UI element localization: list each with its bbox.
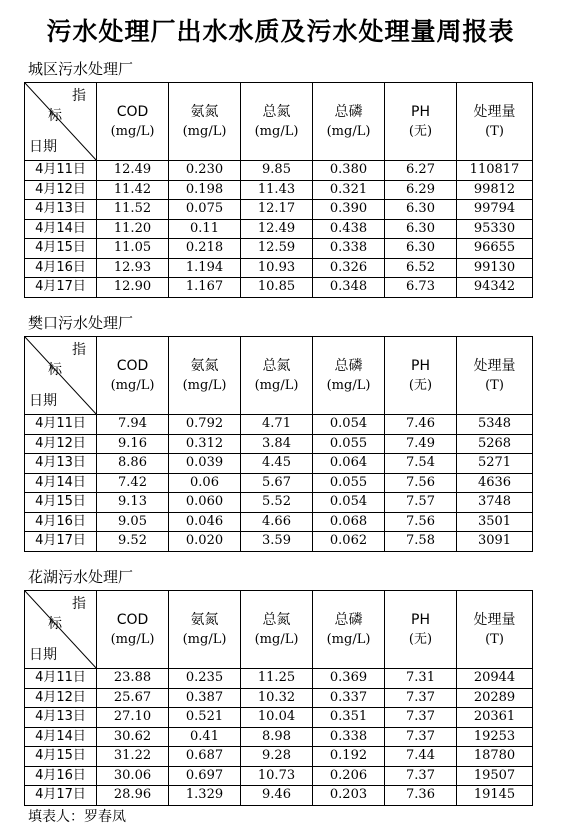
date-cell: 4月14日 <box>25 219 97 239</box>
column-header <box>457 83 533 161</box>
corner-label-date: 日期 <box>29 647 57 663</box>
corner-label-date: 日期 <box>29 139 57 155</box>
filled-by: 填表人：罗春凤 <box>28 809 126 825</box>
value-cell: 25.67 <box>97 688 169 708</box>
value-cell: 20944 <box>457 669 533 689</box>
value-cell: 4.45 <box>241 454 313 474</box>
column-header <box>97 591 169 669</box>
column-name: 处理量 <box>473 611 516 628</box>
table-header-row <box>25 591 533 669</box>
column-header <box>169 83 241 161</box>
column-unit: (无) <box>408 377 433 393</box>
column-unit: (mg/L) <box>254 377 299 393</box>
date-cell: 4月14日 <box>25 473 97 493</box>
value-cell: 0.203 <box>313 786 385 806</box>
diagonal-header-cell <box>25 591 97 669</box>
table-row <box>25 473 533 493</box>
value-cell: 5271 <box>457 454 533 474</box>
value-cell: 4636 <box>457 473 533 493</box>
column-header <box>385 591 457 669</box>
date-cell: 4月16日 <box>25 258 97 278</box>
value-cell: 0.060 <box>169 493 241 513</box>
column-header <box>313 83 385 161</box>
column-header <box>313 337 385 415</box>
column-header <box>385 337 457 415</box>
column-unit: (mg/L) <box>182 123 227 139</box>
value-cell: 0.068 <box>313 512 385 532</box>
value-cell: 11.20 <box>97 219 169 239</box>
value-cell: 0.075 <box>169 200 241 220</box>
value-cell: 0.687 <box>169 747 241 767</box>
value-cell: 7.94 <box>97 415 169 435</box>
column-header <box>97 83 169 161</box>
date-cell: 4月15日 <box>25 493 97 513</box>
date-cell: 4月11日 <box>25 161 97 181</box>
plant-name: 樊口污水处理厂 <box>28 314 134 332</box>
date-cell: 4月13日 <box>25 708 97 728</box>
date-cell: 4月15日 <box>25 239 97 259</box>
column-header <box>457 591 533 669</box>
value-cell: 10.85 <box>241 278 313 298</box>
value-cell: 0.046 <box>169 512 241 532</box>
value-cell: 99812 <box>457 180 533 200</box>
value-cell: 11.05 <box>97 239 169 259</box>
date-cell: 4月16日 <box>25 512 97 532</box>
value-cell: 110817 <box>457 161 533 181</box>
value-cell: 7.57 <box>385 493 457 513</box>
value-cell: 3091 <box>457 532 533 552</box>
value-cell: 7.37 <box>385 688 457 708</box>
value-cell: 0.326 <box>313 258 385 278</box>
value-cell: 0.230 <box>169 161 241 181</box>
column-header <box>241 83 313 161</box>
value-cell: 0.198 <box>169 180 241 200</box>
value-cell: 7.37 <box>385 766 457 786</box>
value-cell: 0.054 <box>313 493 385 513</box>
date-cell: 4月15日 <box>25 747 97 767</box>
column-name: 总磷 <box>334 103 363 120</box>
value-cell: 23.88 <box>97 669 169 689</box>
column-name: 总氮 <box>262 103 291 120</box>
value-cell: 9.13 <box>97 493 169 513</box>
value-cell: 10.04 <box>241 708 313 728</box>
value-cell: 9.46 <box>241 786 313 806</box>
value-cell: 6.30 <box>385 200 457 220</box>
value-cell: 7.31 <box>385 669 457 689</box>
value-cell: 9.85 <box>241 161 313 181</box>
column-header <box>241 591 313 669</box>
column-header <box>457 337 533 415</box>
value-cell: 5348 <box>457 415 533 435</box>
table-row <box>25 454 533 474</box>
table-row <box>25 161 533 181</box>
value-cell: 12.93 <box>97 258 169 278</box>
value-cell: 6.52 <box>385 258 457 278</box>
table-row <box>25 669 533 689</box>
column-name: COD <box>116 357 149 374</box>
value-cell: 0.055 <box>313 434 385 454</box>
column-name: 总磷 <box>334 611 363 628</box>
table-row <box>25 180 533 200</box>
value-cell: 96655 <box>457 239 533 259</box>
value-cell: 95330 <box>457 219 533 239</box>
water-quality-table <box>24 590 533 806</box>
value-cell: 0.380 <box>313 161 385 181</box>
corner-label-indicator-2: 标 <box>48 616 62 632</box>
column-unit: (mg/L) <box>182 377 227 393</box>
value-cell: 27.10 <box>97 708 169 728</box>
column-header <box>313 591 385 669</box>
value-cell: 5.67 <box>241 473 313 493</box>
column-unit: (mg/L) <box>110 123 155 139</box>
corner-label-indicator: 指 <box>72 342 86 358</box>
value-cell: 0.062 <box>313 532 385 552</box>
column-header <box>385 83 457 161</box>
value-cell: 0.192 <box>313 747 385 767</box>
column-name: 氨氮 <box>190 103 219 120</box>
value-cell: 5.52 <box>241 493 313 513</box>
value-cell: 0.321 <box>313 180 385 200</box>
value-cell: 7.44 <box>385 747 457 767</box>
value-cell: 99794 <box>457 200 533 220</box>
value-cell: 7.42 <box>97 473 169 493</box>
column-name: 总氮 <box>262 357 291 374</box>
column-header <box>241 337 313 415</box>
value-cell: 94342 <box>457 278 533 298</box>
value-cell: 7.37 <box>385 708 457 728</box>
value-cell: 7.36 <box>385 786 457 806</box>
column-unit: (mg/L) <box>326 377 371 393</box>
value-cell: 9.52 <box>97 532 169 552</box>
column-header <box>169 337 241 415</box>
plant-name: 城区污水处理厂 <box>28 60 134 78</box>
value-cell: 11.43 <box>241 180 313 200</box>
value-cell: 0.338 <box>313 727 385 747</box>
column-unit: (无) <box>408 631 433 647</box>
value-cell: 0.390 <box>313 200 385 220</box>
value-cell: 6.29 <box>385 180 457 200</box>
value-cell: 6.30 <box>385 219 457 239</box>
column-header <box>169 591 241 669</box>
column-unit: (T) <box>485 123 504 139</box>
column-unit: (T) <box>485 631 504 647</box>
value-cell: 7.37 <box>385 727 457 747</box>
date-cell: 4月12日 <box>25 688 97 708</box>
value-cell: 8.86 <box>97 454 169 474</box>
column-name: 处理量 <box>473 357 516 374</box>
value-cell: 28.96 <box>97 786 169 806</box>
value-cell: 12.59 <box>241 239 313 259</box>
water-quality-table <box>24 336 533 552</box>
value-cell: 0.697 <box>169 766 241 786</box>
value-cell: 9.05 <box>97 512 169 532</box>
value-cell: 7.56 <box>385 512 457 532</box>
value-cell: 11.52 <box>97 200 169 220</box>
value-cell: 0.06 <box>169 473 241 493</box>
value-cell: 31.22 <box>97 747 169 767</box>
table-row <box>25 200 533 220</box>
column-name: 处理量 <box>473 103 516 120</box>
value-cell: 11.25 <box>241 669 313 689</box>
column-name: COD <box>116 611 149 628</box>
column-unit: (mg/L) <box>254 631 299 647</box>
table-row <box>25 493 533 513</box>
value-cell: 0.369 <box>313 669 385 689</box>
value-cell: 0.348 <box>313 278 385 298</box>
table-row <box>25 415 533 435</box>
value-cell: 99130 <box>457 258 533 278</box>
table-header-row <box>25 83 533 161</box>
value-cell: 20289 <box>457 688 533 708</box>
value-cell: 3501 <box>457 512 533 532</box>
date-cell: 4月17日 <box>25 278 97 298</box>
column-unit: (mg/L) <box>254 123 299 139</box>
value-cell: 7.58 <box>385 532 457 552</box>
value-cell: 0.235 <box>169 669 241 689</box>
value-cell: 0.387 <box>169 688 241 708</box>
date-cell: 4月14日 <box>25 727 97 747</box>
value-cell: 1.329 <box>169 786 241 806</box>
value-cell: 0.055 <box>313 473 385 493</box>
value-cell: 19507 <box>457 766 533 786</box>
value-cell: 0.438 <box>313 219 385 239</box>
table-row <box>25 258 533 278</box>
table-row <box>25 532 533 552</box>
value-cell: 0.338 <box>313 239 385 259</box>
table-row <box>25 727 533 747</box>
value-cell: 3.59 <box>241 532 313 552</box>
date-cell: 4月16日 <box>25 766 97 786</box>
table-row <box>25 239 533 259</box>
value-cell: 7.56 <box>385 473 457 493</box>
date-cell: 4月11日 <box>25 415 97 435</box>
column-name: 氨氮 <box>190 357 219 374</box>
value-cell: 0.054 <box>313 415 385 435</box>
column-name: COD <box>116 103 149 120</box>
diagonal-header-cell <box>25 83 97 161</box>
value-cell: 11.42 <box>97 180 169 200</box>
value-cell: 7.49 <box>385 434 457 454</box>
table-header-row <box>25 337 533 415</box>
value-cell: 9.28 <box>241 747 313 767</box>
table-row <box>25 278 533 298</box>
date-cell: 4月13日 <box>25 200 97 220</box>
value-cell: 0.337 <box>313 688 385 708</box>
column-unit: (mg/L) <box>182 631 227 647</box>
value-cell: 0.11 <box>169 219 241 239</box>
column-name: PH <box>411 611 430 628</box>
column-name: 总氮 <box>262 611 291 628</box>
value-cell: 0.351 <box>313 708 385 728</box>
value-cell: 19253 <box>457 727 533 747</box>
value-cell: 0.020 <box>169 532 241 552</box>
value-cell: 10.73 <box>241 766 313 786</box>
value-cell: 12.49 <box>97 161 169 181</box>
corner-label-indicator: 指 <box>72 596 86 612</box>
value-cell: 19145 <box>457 786 533 806</box>
column-name: 氨氮 <box>190 611 219 628</box>
value-cell: 12.17 <box>241 200 313 220</box>
value-cell: 6.73 <box>385 278 457 298</box>
table-row <box>25 766 533 786</box>
diagonal-header-cell <box>25 337 97 415</box>
value-cell: 9.16 <box>97 434 169 454</box>
value-cell: 3748 <box>457 493 533 513</box>
value-cell: 30.62 <box>97 727 169 747</box>
date-cell: 4月17日 <box>25 786 97 806</box>
date-cell: 4月11日 <box>25 669 97 689</box>
table-row <box>25 512 533 532</box>
value-cell: 4.71 <box>241 415 313 435</box>
value-cell: 5268 <box>457 434 533 454</box>
value-cell: 6.30 <box>385 239 457 259</box>
table-row <box>25 434 533 454</box>
plant-name: 花湖污水处理厂 <box>28 568 134 586</box>
value-cell: 20361 <box>457 708 533 728</box>
column-name: PH <box>411 103 430 120</box>
column-unit: (mg/L) <box>326 123 371 139</box>
date-cell: 4月12日 <box>25 180 97 200</box>
value-cell: 7.54 <box>385 454 457 474</box>
value-cell: 6.27 <box>385 161 457 181</box>
value-cell: 0.218 <box>169 239 241 259</box>
water-quality-table <box>24 82 533 298</box>
value-cell: 0.206 <box>313 766 385 786</box>
value-cell: 3.84 <box>241 434 313 454</box>
date-cell: 4月17日 <box>25 532 97 552</box>
column-unit: (T) <box>485 377 504 393</box>
value-cell: 1.167 <box>169 278 241 298</box>
value-cell: 10.93 <box>241 258 313 278</box>
corner-label-date: 日期 <box>29 393 57 409</box>
column-header <box>97 337 169 415</box>
date-cell: 4月13日 <box>25 454 97 474</box>
date-cell: 4月12日 <box>25 434 97 454</box>
value-cell: 0.312 <box>169 434 241 454</box>
value-cell: 30.06 <box>97 766 169 786</box>
column-name: PH <box>411 357 430 374</box>
value-cell: 18780 <box>457 747 533 767</box>
value-cell: 0.039 <box>169 454 241 474</box>
column-unit: (mg/L) <box>110 377 155 393</box>
corner-label-indicator: 指 <box>72 88 86 104</box>
table-row <box>25 708 533 728</box>
column-unit: (mg/L) <box>326 631 371 647</box>
value-cell: 0.41 <box>169 727 241 747</box>
value-cell: 7.46 <box>385 415 457 435</box>
value-cell: 1.194 <box>169 258 241 278</box>
table-row <box>25 747 533 767</box>
corner-label-indicator-2: 标 <box>48 362 62 378</box>
value-cell: 4.66 <box>241 512 313 532</box>
value-cell: 12.90 <box>97 278 169 298</box>
value-cell: 10.32 <box>241 688 313 708</box>
table-row <box>25 688 533 708</box>
corner-label-indicator-2: 标 <box>48 108 62 124</box>
value-cell: 0.064 <box>313 454 385 474</box>
value-cell: 8.98 <box>241 727 313 747</box>
table-row <box>25 786 533 806</box>
column-name: 总磷 <box>334 357 363 374</box>
column-unit: (mg/L) <box>110 631 155 647</box>
value-cell: 0.521 <box>169 708 241 728</box>
report-title: 污水处理厂出水水质及污水处理量周报表 <box>46 17 515 46</box>
value-cell: 0.792 <box>169 415 241 435</box>
column-unit: (无) <box>408 123 433 139</box>
value-cell: 12.49 <box>241 219 313 239</box>
table-row <box>25 219 533 239</box>
